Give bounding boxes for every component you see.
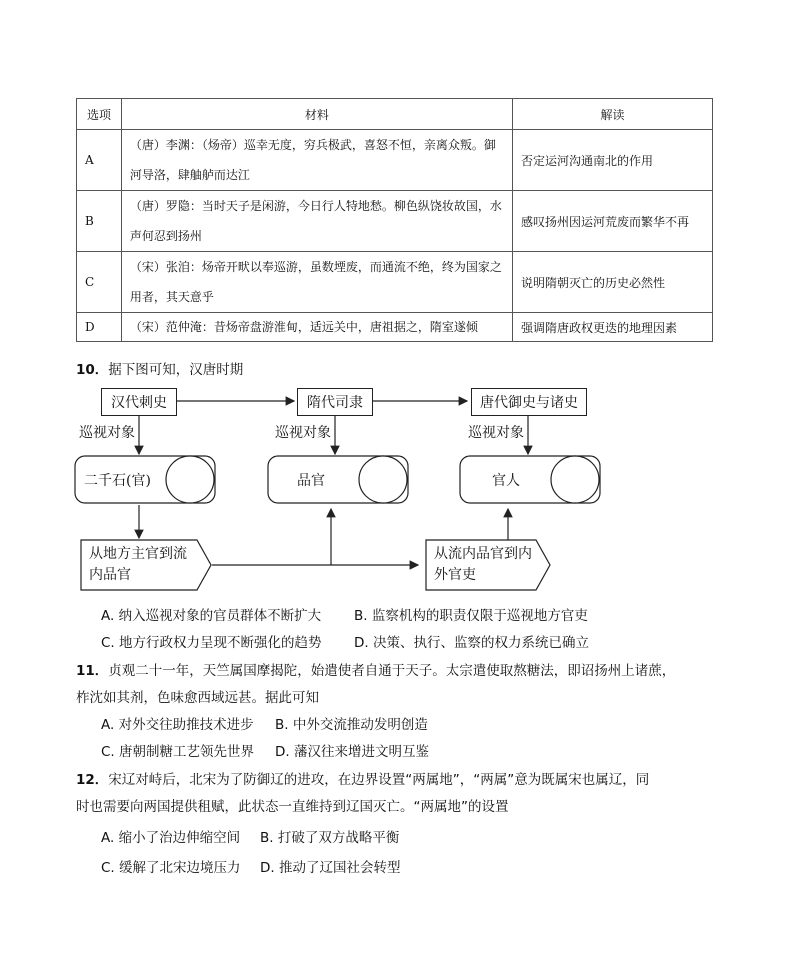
q11-option-b[interactable]: B. 中外交流推动发明创造 bbox=[275, 717, 428, 733]
middle-guanren: 官人 bbox=[492, 473, 520, 489]
q11-option-a[interactable]: A. 对外交往助推技术进步 bbox=[101, 717, 254, 733]
bottom-right-label: 从流内品官到内外官吏 bbox=[434, 546, 532, 583]
row-interpretation: 说明隋朝灭亡的历史必然性 bbox=[512, 252, 712, 313]
middle-pinguan: 品官 bbox=[297, 473, 325, 489]
row-interpretation: 否定运河沟通南北的作用 bbox=[512, 130, 712, 191]
edge-label: 巡视对象 bbox=[468, 425, 524, 441]
row-interpretation: 强调隋唐政权更迭的地理因素 bbox=[512, 313, 712, 342]
question-number: 11． bbox=[76, 663, 109, 679]
row-material: （唐）罗隐：当时天子是闲游，今日行人特地愁。柳色纵饶妆故国，水声何忍到扬州 bbox=[121, 191, 512, 252]
question-11-stem bbox=[76, 659, 675, 679]
q12-option-d[interactable]: D. 推动了辽国社会转型 bbox=[260, 860, 401, 876]
box-tang-yushi: 唐代御史与诸史 bbox=[471, 388, 587, 416]
row-material: （唐）李渊：（炀帝）巡幸无度，穷兵极武，喜怒不恒，亲离众叛。御河导洛，肆舳舻而达江 bbox=[121, 130, 512, 191]
q12-option-c[interactable]: C. 缓解了北宋边境压力 bbox=[101, 860, 241, 876]
question-text: 宋辽对峙后，北宋为了防御辽的进攻，在边界设置“两属地”，“两属”意为既属宋也属辽，同 bbox=[108, 772, 650, 788]
header-interpretation: 解读 bbox=[512, 99, 712, 130]
question-12-stem bbox=[76, 768, 649, 788]
row-option: B bbox=[77, 191, 122, 252]
q11-option-c[interactable]: C. 唐朝制糖工艺领先世界 bbox=[101, 744, 255, 760]
q11-option-d[interactable]: D. 藩汉往来增进文明互鉴 bbox=[275, 744, 429, 760]
row-material: （宋）张洎：炀帝开畎以奉巡游，虽数堙废，而通流不绝，终为国家之用者，其天意乎 bbox=[121, 252, 512, 313]
header-material: 材料 bbox=[121, 99, 512, 130]
q10-option-c[interactable]: C. 地方行政权力呈现不断强化的趋势 bbox=[101, 635, 322, 651]
edge-label: 巡视对象 bbox=[275, 425, 331, 441]
box-sui-sili: 隋代司隶 bbox=[297, 388, 373, 416]
bottom-left-label: 从地方主官到流内品官 bbox=[89, 546, 187, 583]
q10-option-b[interactable]: B. 监察机构的职责仅限于巡视地方官吏 bbox=[354, 608, 588, 624]
middle-erqianshi: 二千石(官) bbox=[84, 473, 151, 489]
question-text: 据下图可知，汉唐时期 bbox=[108, 362, 244, 378]
q12-option-a[interactable]: A. 缩小了治边伸缩空间 bbox=[101, 830, 241, 846]
edge-label: 巡视对象 bbox=[79, 425, 135, 441]
question-number: 12． bbox=[76, 772, 109, 788]
header-option: 选项 bbox=[77, 99, 122, 130]
q10-option-d[interactable]: D. 决策、执行、监察的权力系统已确立 bbox=[354, 635, 589, 651]
row-material: （宋）范仲淹：昔炀帝盘游淮甸，适远关中，唐祖据之，隋室遂倾 bbox=[121, 313, 512, 342]
question-number: 10． bbox=[76, 362, 109, 378]
box-han-cishi: 汉代刺史 bbox=[101, 388, 177, 416]
row-option: C bbox=[77, 252, 122, 313]
q10-option-a[interactable]: A. 纳入巡视对象的官员群体不断扩大 bbox=[101, 608, 322, 624]
q12-option-b[interactable]: B. 打破了双方战略平衡 bbox=[260, 830, 400, 846]
row-interpretation: 感叹扬州因运河荒废而繁华不再 bbox=[512, 191, 712, 252]
row-option: A bbox=[77, 130, 122, 191]
question-11-stem-line2: 柞沈如其剂，色味愈西域远甚。据此可知 bbox=[76, 690, 319, 706]
row-option: D bbox=[77, 313, 122, 342]
question-12-stem-line2: 时也需要向两国提供租赋，此状态一直维持到辽国灭亡。“两属地”的设置 bbox=[76, 799, 509, 815]
question-text: 贞观二十一年，天竺属国摩揭陀，始遣使者自通于天子。太宗遣使取熬糖法，即诏扬州上诸蔗， bbox=[108, 663, 676, 679]
